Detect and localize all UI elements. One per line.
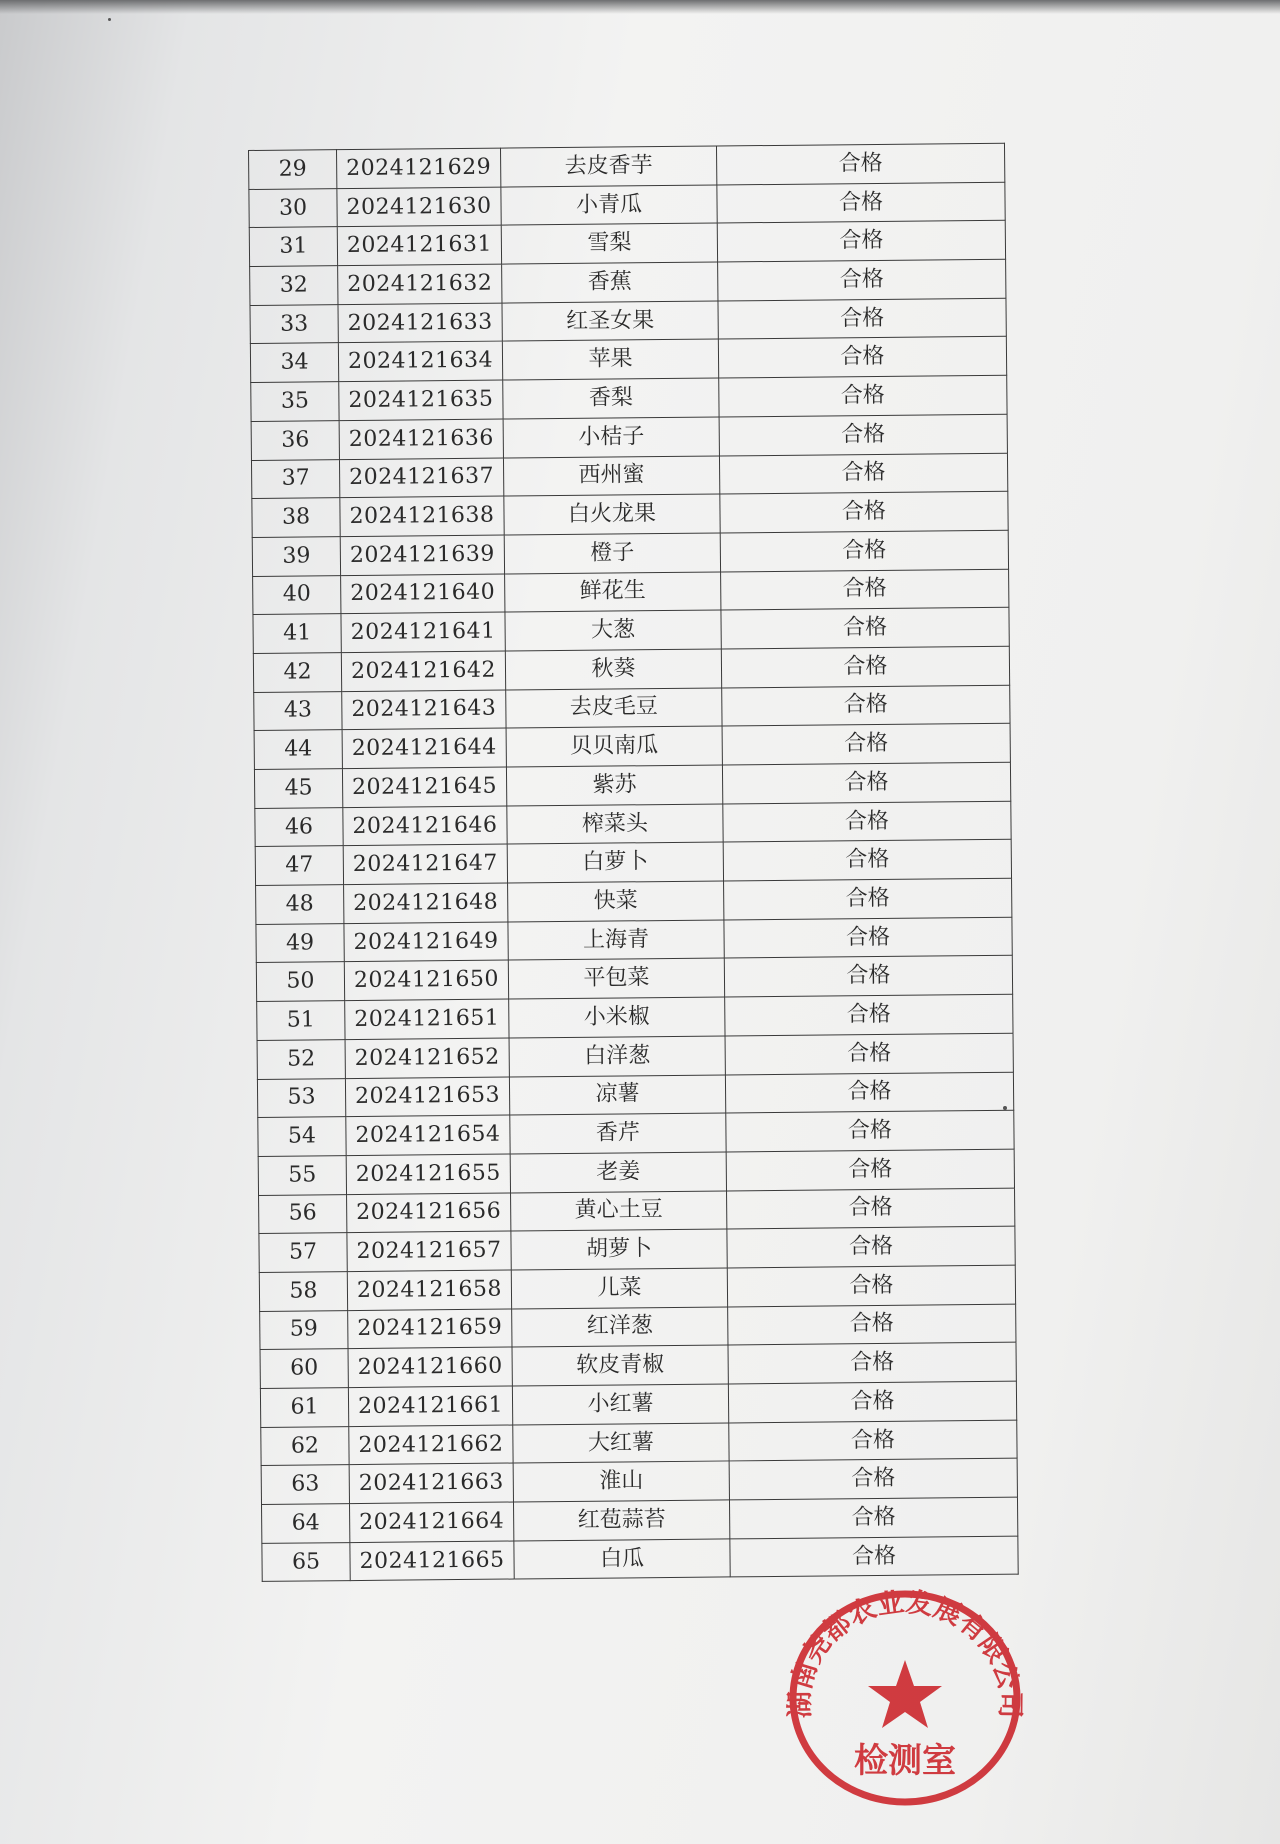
row-number-cell: 48 (256, 885, 344, 925)
table-body (249, 143, 1019, 1582)
result-cell: 合格 (719, 453, 1007, 494)
sample-code-cell: 2024121634 (338, 342, 502, 382)
product-name-cell: 白瓜 (514, 1539, 730, 1580)
seal-arc-text: 湖南尧都农业发展有限公司 (784, 1587, 1026, 1719)
sample-code-cell: 2024121643 (342, 690, 506, 730)
result-cell: 合格 (728, 1381, 1016, 1422)
result-cell: 合格 (719, 375, 1007, 416)
result-cell: 合格 (727, 1188, 1015, 1229)
row-number-cell: 50 (256, 962, 344, 1002)
row-number-cell: 33 (250, 304, 338, 344)
result-cell: 合格 (724, 878, 1012, 919)
row-number-cell: 38 (252, 498, 340, 538)
row-number-cell: 34 (250, 343, 338, 383)
sample-code-cell: 2024121663 (349, 1463, 513, 1503)
sample-code-cell: 2024121653 (345, 1077, 509, 1117)
sample-code-cell: 2024121640 (341, 574, 505, 614)
result-cell: 合格 (727, 1265, 1015, 1306)
result-cell: 合格 (729, 1497, 1017, 1538)
sample-code-cell: 2024121646 (343, 806, 507, 846)
sample-code-cell: 2024121639 (340, 535, 504, 575)
paper-speck (108, 18, 111, 21)
sample-code-cell: 2024121658 (347, 1270, 511, 1310)
sample-code-cell: 2024121661 (348, 1386, 512, 1426)
sample-code-cell: 2024121633 (338, 303, 502, 343)
result-cell: 合格 (723, 840, 1011, 881)
product-name-cell: 小米椒 (509, 997, 725, 1038)
row-number-cell: 57 (259, 1233, 347, 1273)
product-name-cell: 大葱 (505, 610, 721, 651)
inspection-results-table (248, 143, 1019, 1583)
result-cell: 合格 (723, 801, 1011, 842)
row-number-cell: 39 (252, 537, 340, 577)
row-number-cell: 59 (260, 1310, 348, 1350)
result-cell: 合格 (722, 762, 1010, 803)
table-row (262, 1536, 1018, 1582)
sample-code-cell: 2024121652 (345, 1038, 509, 1078)
product-name-cell: 红圣女果 (502, 301, 718, 342)
product-name-cell: 胡萝卜 (511, 1229, 727, 1270)
row-number-cell: 46 (255, 807, 343, 847)
result-cell: 合格 (728, 1342, 1016, 1383)
row-number-cell: 51 (257, 1001, 345, 1041)
product-name-cell: 小青瓜 (501, 185, 717, 226)
row-number-cell: 41 (253, 614, 341, 654)
result-cell: 合格 (720, 530, 1008, 571)
product-name-cell: 香蕉 (502, 262, 718, 303)
product-name-cell: 小红薯 (512, 1384, 728, 1425)
product-name-cell: 老姜 (510, 1152, 726, 1193)
product-name-cell: 香芹 (510, 1113, 726, 1154)
row-number-cell: 58 (259, 1272, 347, 1312)
row-number-cell: 30 (249, 188, 337, 228)
row-number-cell: 47 (255, 846, 343, 886)
result-cell: 合格 (727, 1226, 1015, 1267)
result-cell: 合格 (726, 1149, 1014, 1190)
sample-code-cell: 2024121631 (337, 225, 501, 265)
sample-code-cell: 2024121662 (349, 1425, 513, 1465)
row-number-cell: 54 (258, 1117, 346, 1157)
row-number-cell: 45 (254, 769, 342, 809)
seal-center-text: 检测室 (854, 1741, 956, 1781)
result-cell: 合格 (717, 182, 1005, 223)
row-number-cell: 43 (254, 691, 342, 731)
row-number-cell: 40 (253, 575, 341, 615)
product-name-cell: 白萝卜 (507, 842, 723, 883)
sample-code-cell: 2024121632 (338, 264, 502, 304)
product-name-cell: 儿菜 (511, 1268, 727, 1309)
result-cell: 合格 (730, 1536, 1018, 1577)
product-name-cell: 雪梨 (501, 223, 717, 264)
product-name-cell: 香梨 (503, 378, 719, 419)
product-name-cell: 鲜花生 (505, 572, 721, 613)
result-cell: 合格 (721, 569, 1009, 610)
row-number-cell: 36 (251, 420, 339, 460)
row-number-cell: 62 (261, 1426, 349, 1466)
result-cell: 合格 (725, 1072, 1013, 1113)
product-name-cell: 西州蜜 (503, 455, 719, 496)
product-name-cell: 紫苏 (506, 765, 722, 806)
row-number-cell: 64 (262, 1504, 350, 1544)
sample-code-cell: 2024121651 (345, 999, 509, 1039)
result-cell: 合格 (729, 1420, 1017, 1461)
sample-code-cell: 2024121648 (344, 883, 508, 923)
result-cell: 合格 (724, 956, 1012, 997)
sample-code-cell: 2024121665 (350, 1541, 514, 1581)
product-name-cell: 白洋葱 (509, 1036, 725, 1077)
product-name-cell: 快菜 (508, 881, 724, 922)
row-number-cell: 35 (251, 382, 339, 422)
row-number-cell: 31 (249, 227, 337, 267)
result-cell: 合格 (725, 1033, 1013, 1074)
seal-star-icon (868, 1660, 942, 1728)
row-number-cell: 53 (257, 1078, 345, 1118)
sample-code-cell: 2024121650 (344, 960, 508, 1000)
result-cell: 合格 (721, 646, 1009, 687)
row-number-cell: 42 (253, 653, 341, 693)
product-name-cell: 上海青 (508, 920, 724, 961)
product-name-cell: 秋葵 (505, 649, 721, 690)
result-cell: 合格 (728, 1304, 1016, 1345)
sample-code-cell: 2024121649 (344, 922, 508, 962)
row-number-cell: 61 (260, 1388, 348, 1428)
product-name-cell: 去皮毛豆 (506, 688, 722, 729)
sample-code-cell: 2024121656 (347, 1193, 511, 1233)
product-name-cell: 贝贝南瓜 (506, 726, 722, 767)
sample-code-cell: 2024121659 (348, 1309, 512, 1349)
sample-code-cell: 2024121638 (340, 496, 504, 536)
row-number-cell: 60 (260, 1349, 348, 1389)
sample-code-cell: 2024121644 (342, 728, 506, 768)
product-name-cell: 软皮青椒 (512, 1345, 728, 1386)
result-cell: 合格 (722, 724, 1010, 765)
sample-code-cell: 2024121645 (342, 767, 506, 807)
row-number-cell: 52 (257, 1039, 345, 1079)
product-name-cell: 凉薯 (509, 1074, 725, 1115)
sample-code-cell: 2024121635 (339, 380, 503, 420)
row-number-cell: 37 (251, 459, 339, 499)
row-number-cell: 44 (254, 730, 342, 770)
product-name-cell: 红洋葱 (512, 1307, 728, 1348)
product-name-cell: 小桔子 (503, 417, 719, 458)
sample-code-cell: 2024121630 (337, 187, 501, 227)
product-name-cell: 白火龙果 (504, 494, 720, 535)
inspection-table-wrapper (248, 143, 1019, 1583)
scan-top-shadow (0, 0, 1280, 14)
sample-code-cell: 2024121641 (341, 612, 505, 652)
product-name-cell: 橙子 (504, 533, 720, 574)
product-name-cell: 红苞蒜苔 (513, 1500, 729, 1541)
sample-code-cell: 2024121660 (348, 1347, 512, 1387)
result-cell: 合格 (718, 298, 1006, 339)
row-number-cell: 32 (250, 266, 338, 306)
row-number-cell: 49 (256, 923, 344, 963)
row-number-cell: 65 (262, 1542, 350, 1582)
result-cell: 合格 (718, 259, 1006, 300)
product-name-cell: 苹果 (502, 339, 718, 380)
row-number-cell: 63 (261, 1465, 349, 1505)
result-cell: 合格 (722, 685, 1010, 726)
result-cell: 合格 (720, 491, 1008, 532)
result-cell: 合格 (724, 917, 1012, 958)
sample-code-cell: 2024121636 (339, 419, 503, 459)
result-cell: 合格 (718, 337, 1006, 378)
row-number-cell: 55 (258, 1155, 346, 1195)
company-seal-stamp (775, 1580, 1035, 1810)
product-name-cell: 大红薯 (513, 1423, 729, 1464)
result-cell: 合格 (721, 607, 1009, 648)
product-name-cell: 去皮香芋 (500, 146, 716, 187)
result-cell: 合格 (725, 994, 1013, 1035)
product-name-cell: 榨菜头 (507, 804, 723, 845)
sample-code-cell: 2024121664 (349, 1502, 513, 1542)
result-cell: 合格 (717, 221, 1005, 262)
sample-code-cell: 2024121654 (346, 1115, 510, 1155)
product-name-cell: 淮山 (513, 1461, 729, 1502)
sample-code-cell: 2024121637 (339, 458, 503, 498)
sample-code-cell: 2024121642 (341, 651, 505, 691)
sample-code-cell: 2024121655 (346, 1154, 510, 1194)
row-number-cell: 56 (259, 1194, 347, 1234)
result-cell: 合格 (726, 1110, 1014, 1151)
sample-code-cell: 2024121657 (347, 1231, 511, 1271)
sample-code-cell: 2024121647 (343, 844, 507, 884)
product-name-cell: 平包菜 (508, 958, 724, 999)
row-number-cell: 29 (249, 150, 337, 190)
sample-code-cell: 2024121629 (337, 148, 501, 188)
result-cell: 合格 (729, 1459, 1017, 1500)
result-cell: 合格 (716, 143, 1004, 184)
product-name-cell: 黄心土豆 (511, 1191, 727, 1232)
result-cell: 合格 (719, 414, 1007, 455)
